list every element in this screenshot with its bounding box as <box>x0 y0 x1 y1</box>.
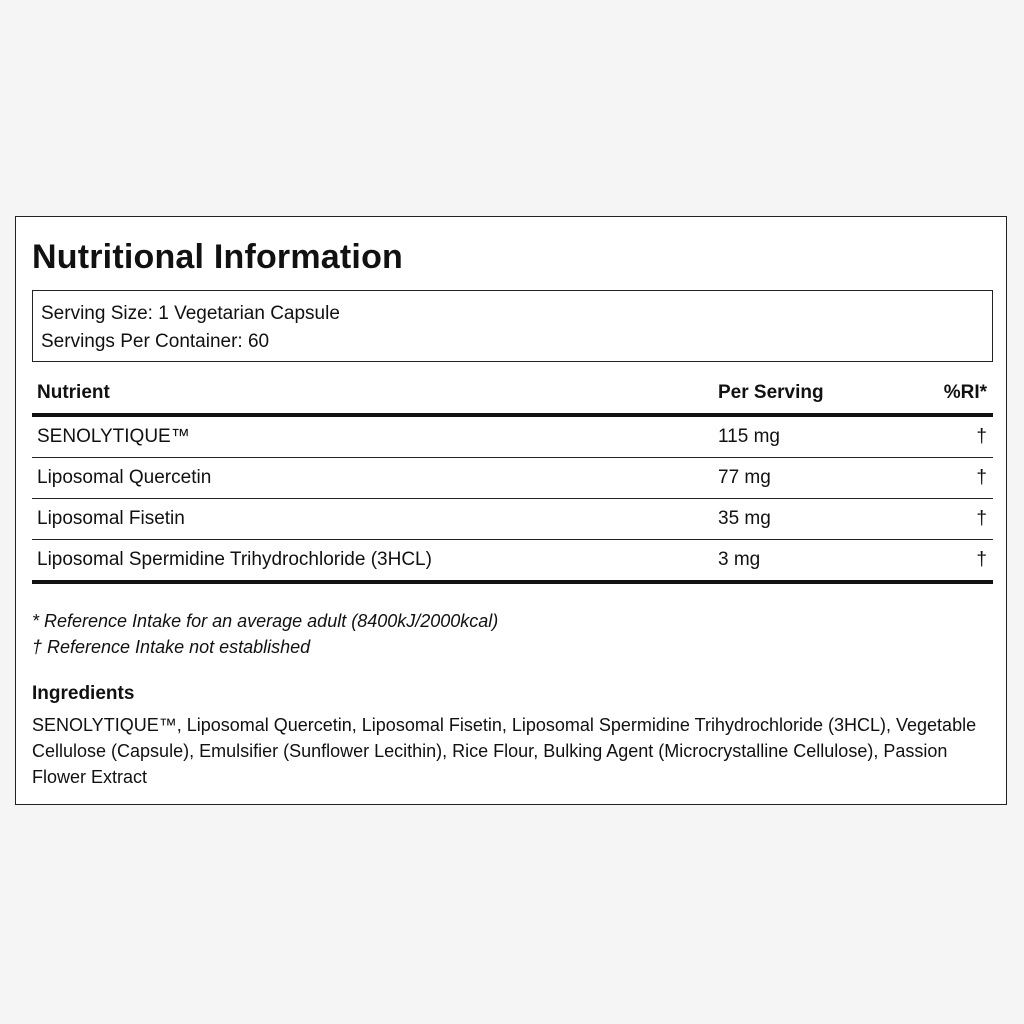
nutrient-ri: † <box>976 549 987 570</box>
nutrient-name: Liposomal Spermidine Trihydrochloride (3HCL) <box>37 549 432 570</box>
footnote-reference-intake: * Reference Intake for an average adult (8400kJ/2000kcal) <box>32 611 499 631</box>
table-row <box>32 458 993 499</box>
panel-title: Nutritional Information <box>32 238 404 276</box>
table-row <box>32 417 993 458</box>
table-row <box>32 499 993 540</box>
nutrient-amount: 115 mg <box>718 426 780 447</box>
header-nutrient: Nutrient <box>37 382 110 403</box>
table-row <box>32 540 993 584</box>
ingredients-title: Ingredients <box>32 683 135 704</box>
table-header-row <box>32 377 993 417</box>
nutrient-ri: † <box>976 467 987 488</box>
nutrient-name: SENOLYTIQUE™ <box>37 426 190 447</box>
nutrient-amount: 35 mg <box>718 508 771 529</box>
nutrition-panel <box>15 216 1007 805</box>
nutrient-table <box>32 377 993 584</box>
nutrient-name: Liposomal Quercetin <box>37 467 212 488</box>
servings-per-container: Servings Per Container: 60 <box>41 331 270 352</box>
nutrient-amount: 77 mg <box>718 467 771 488</box>
serving-info-box <box>32 290 993 362</box>
nutrient-ri: † <box>976 426 987 447</box>
header-ri: %RI* <box>943 382 987 403</box>
footnote-not-established: † Reference Intake not established <box>32 637 311 657</box>
footnotes <box>32 608 993 660</box>
nutrient-amount: 3 mg <box>718 549 761 570</box>
nutrient-ri: † <box>976 508 987 529</box>
nutrient-name: Liposomal Fisetin <box>37 508 185 529</box>
ingredients-text: SENOLYTIQUE™, Liposomal Quercetin, Liposomal Fisetin, Liposomal Spermidine Trihydrochloride (3HCL), Vegetable Cellulose (Capsule), Emulsifier (Sunflower Lecithin), Rice Flour, Bulking Agent (Microcrystalline Cellulose), Passion Flower Extract <box>32 715 977 787</box>
serving-size: Serving Size: 1 Vegetarian Capsule <box>41 303 340 324</box>
header-per-serving: Per Serving <box>718 382 824 403</box>
